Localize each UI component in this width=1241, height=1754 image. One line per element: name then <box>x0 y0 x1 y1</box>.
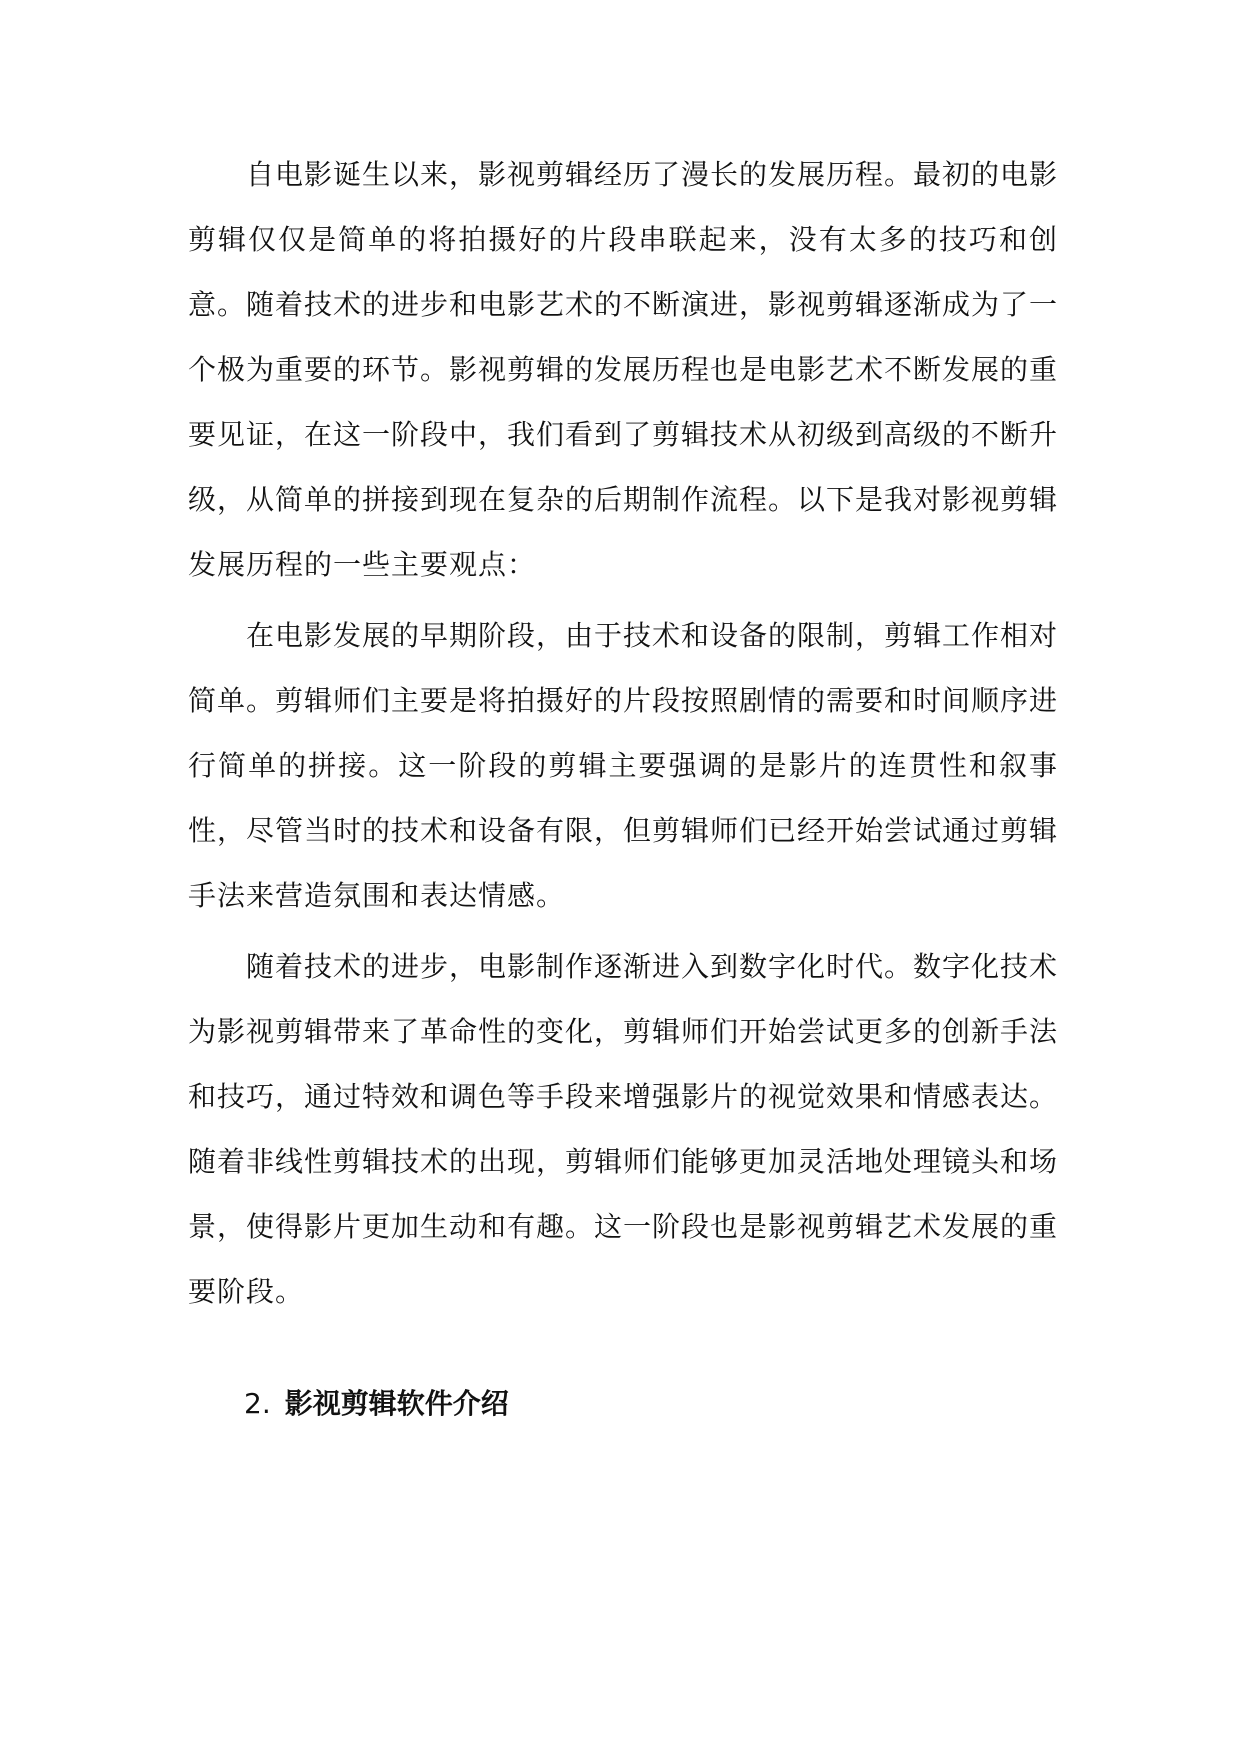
section-number: 2. <box>244 1387 271 1420</box>
section-heading <box>244 1372 1058 1436</box>
document-body <box>188 142 1058 1436</box>
paragraph-1: 自电影诞生以来，影视剪辑经历了漫长的发展历程。最初的电影剪辑仅仅是简单的将拍摄好的片段串联起来，没有太多的技巧和创意。随着技术的进步和电影艺术的不断演进，影视剪辑逐渐成为了一个极为重要的环节。影视剪辑的发展历程也是电影艺术不断发展的重要见证，在这一阶段中，我们看到了剪辑技术从初级到高级的不断升级，从简单的拼接到现在复杂的后期制作流程。以下是我对影视剪辑发展历程的一些主要观点： <box>188 158 1059 581</box>
paragraph-2: 在电影发展的早期阶段，由于技术和设备的限制，剪辑工作相对简单。剪辑师们主要是将拍摄好的片段按照剧情的需要和时间顺序进行简单的拼接。这一阶段的剪辑主要强调的是影片的连贯性和叙事性，尽管当时的技术和设备有限，但剪辑师们已经开始尝试通过剪辑手法来营造氛围和表达情感。 <box>188 619 1059 912</box>
section-title: 影视剪辑软件介绍 <box>284 1387 509 1420</box>
paragraph-3: 随着技术的进步，电影制作逐渐进入到数字化时代。数字化技术为影视剪辑带来了革命性的变化，剪辑师们开始尝试更多的创新手法和技巧，通过特效和调色等手段来增强影片的视觉效果和情感表达。随着非线性剪辑技术的出现，剪辑师们能够更加灵活地处理镜头和场景，使得影片更加生动和有趣。这一阶段也是影视剪辑艺术发展的重要阶段。 <box>188 950 1059 1308</box>
